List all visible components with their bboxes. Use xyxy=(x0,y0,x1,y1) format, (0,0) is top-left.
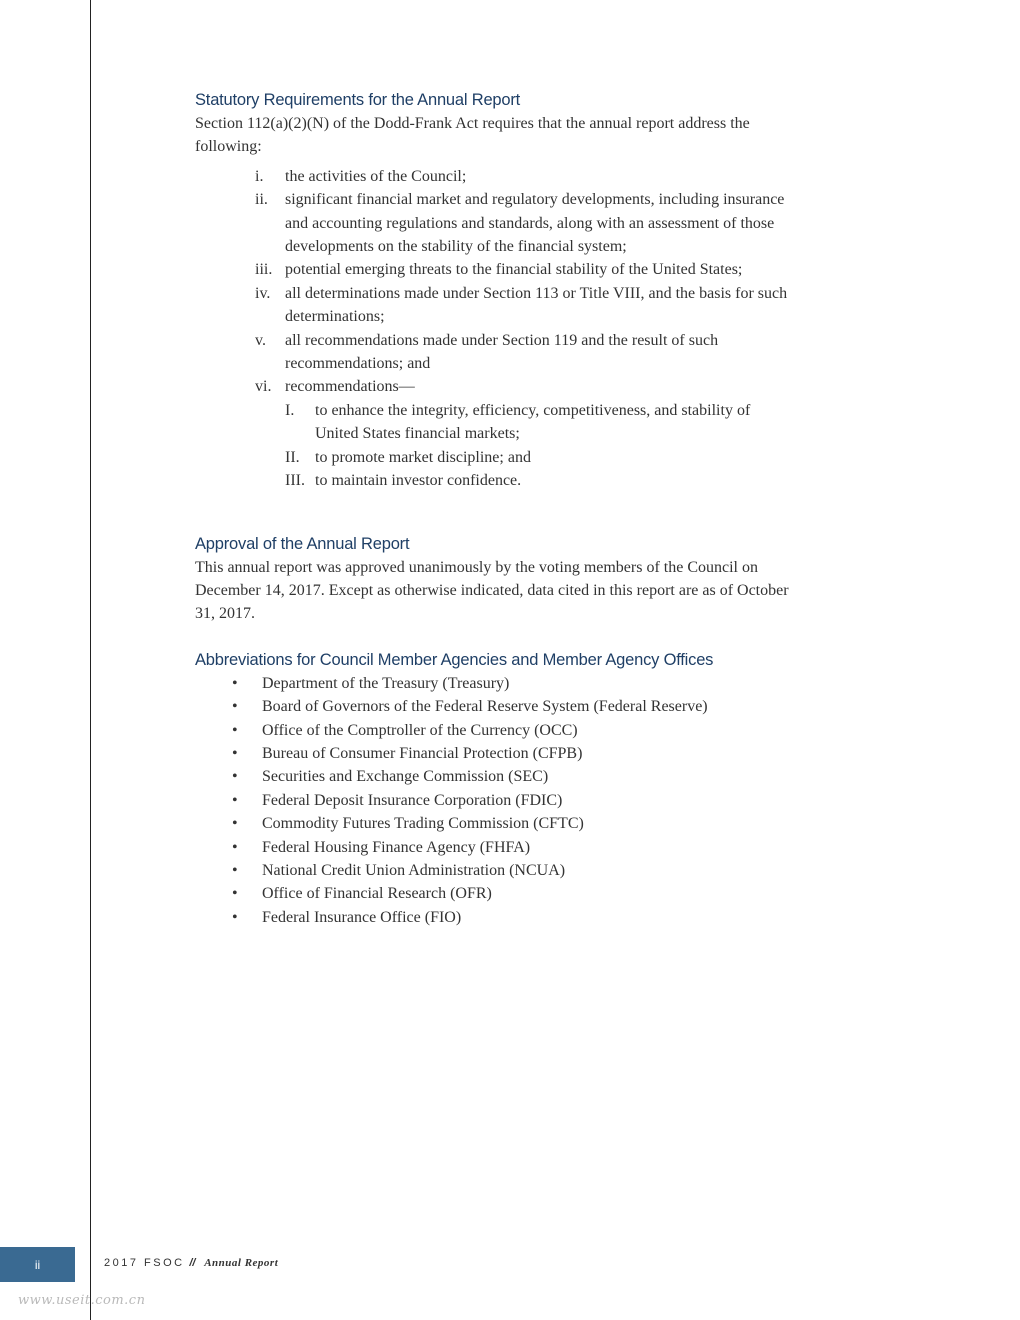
page-number: ii xyxy=(34,1257,41,1272)
list-item-number: vi. xyxy=(255,378,272,396)
statutory-list xyxy=(195,165,795,493)
list-item-body xyxy=(285,375,795,492)
agency-name: Federal Deposit Insurance Corporation (FDIC) xyxy=(262,791,563,809)
list-item-text: all determinations made under Section 113 or Title VIII, and the basis for such determinations; xyxy=(285,284,788,326)
agency-name: Federal Insurance Office (FIO) xyxy=(262,908,462,926)
margin-rule xyxy=(90,0,91,1320)
bullet-icon: • xyxy=(232,674,238,692)
bullet-icon: • xyxy=(232,721,238,739)
list-item xyxy=(232,742,795,765)
list-item xyxy=(232,695,795,718)
list-item xyxy=(255,258,795,281)
bullet-icon: • xyxy=(232,885,238,903)
list-item xyxy=(255,282,795,329)
statutory-heading: Statutory Requirements for the Annual Report xyxy=(195,91,521,109)
list-item-number: ii. xyxy=(255,191,268,209)
bullet-icon: • xyxy=(232,698,238,716)
list-item-text: all recommendations made under Section 119 and the result of such recommendations; and xyxy=(285,331,719,373)
watermark: www.useit.com.cn xyxy=(18,1293,146,1308)
approval-heading: Approval of the Annual Report xyxy=(195,534,410,553)
list-item xyxy=(232,906,795,929)
sublist-item-number: I. xyxy=(285,401,295,419)
list-item xyxy=(232,765,795,788)
bullet-icon: • xyxy=(232,815,238,833)
sublist-item-text: to promote market discipline; and xyxy=(315,448,531,466)
agency-name: Bureau of Consumer Financial Protection (CFPB) xyxy=(262,744,583,762)
abbreviations-heading: Abbreviations for Council Member Agencies and Member Agency Offices xyxy=(195,650,714,669)
list-item xyxy=(232,672,795,695)
list-item xyxy=(232,789,795,812)
list-item-number: iii. xyxy=(255,261,273,279)
list-item xyxy=(255,165,795,188)
agency-name: Board of Governors of the Federal Reserve System (Federal Reserve) xyxy=(262,698,708,716)
list-item-text: significant financial market and regulatory developments, including insurance and accounting regulations and standards, along with an assessment of those developments on the stability of the financial system; xyxy=(285,191,785,256)
footer-report-title: Annual Report xyxy=(204,1257,279,1269)
agency-name: National Credit Union Administration (NCUA) xyxy=(262,861,566,879)
recommendations-sublist xyxy=(285,399,795,493)
agency-name: Federal Housing Finance Agency (FHFA) xyxy=(262,838,531,856)
list-item-number: iv. xyxy=(255,284,271,302)
sublist-item xyxy=(285,399,795,446)
bullet-icon: • xyxy=(232,838,238,856)
bullet-icon: • xyxy=(232,791,238,809)
statutory-intro: Section 112(a)(2)(N) of the Dodd-Frank Act requires that the annual report address the following: xyxy=(195,115,750,156)
list-item xyxy=(255,329,795,376)
abbreviations-list xyxy=(195,672,795,929)
footer-year-label: 2017 FSOC xyxy=(104,1257,185,1269)
list-item xyxy=(255,188,795,258)
list-item-number: v. xyxy=(255,331,266,349)
bullet-icon: • xyxy=(232,744,238,762)
page-number-tab xyxy=(0,1247,75,1282)
list-item xyxy=(232,859,795,882)
list-item xyxy=(232,812,795,835)
approval-section xyxy=(195,532,795,626)
bullet-icon: • xyxy=(232,908,238,926)
sublist-item xyxy=(285,469,795,492)
sublist-item-text: to enhance the integrity, efficiency, competitiveness, and stability of United States financial markets; xyxy=(315,401,751,443)
running-footer xyxy=(104,1257,278,1269)
statutory-section xyxy=(195,88,795,493)
agency-name: Office of the Comptroller of the Currency (OCC) xyxy=(262,721,578,739)
bullet-icon: • xyxy=(232,861,238,879)
list-item-number: i. xyxy=(255,167,264,185)
approval-text: This annual report was approved unanimously by the voting members of the Council on December 14, 2017. Except as otherwise indicated, data cited in this report are as of October 31, 2017. xyxy=(195,558,789,623)
agency-name: Department of the Treasury (Treasury) xyxy=(262,674,510,692)
list-item xyxy=(232,836,795,859)
sublist-item-number: II. xyxy=(285,448,300,466)
agency-name: Commodity Futures Trading Commission (CFTC) xyxy=(262,815,584,833)
list-item-text: the activities of the Council; xyxy=(285,167,467,185)
footer-separator: // xyxy=(189,1257,196,1269)
sublist-item-number: III. xyxy=(285,472,305,490)
page-content xyxy=(195,88,795,929)
list-item xyxy=(232,882,795,905)
list-item-text: recommendations— xyxy=(285,378,415,396)
bullet-icon: • xyxy=(232,768,238,786)
sublist-item xyxy=(285,446,795,469)
abbreviations-section xyxy=(195,648,795,929)
agency-name: Securities and Exchange Commission (SEC) xyxy=(262,768,549,786)
list-item xyxy=(255,375,795,492)
list-item xyxy=(232,719,795,742)
list-item-text: potential emerging threats to the financial stability of the United States; xyxy=(285,261,743,279)
agency-name: Office of Financial Research (OFR) xyxy=(262,885,492,903)
sublist-item-text: to maintain investor confidence. xyxy=(315,472,522,490)
